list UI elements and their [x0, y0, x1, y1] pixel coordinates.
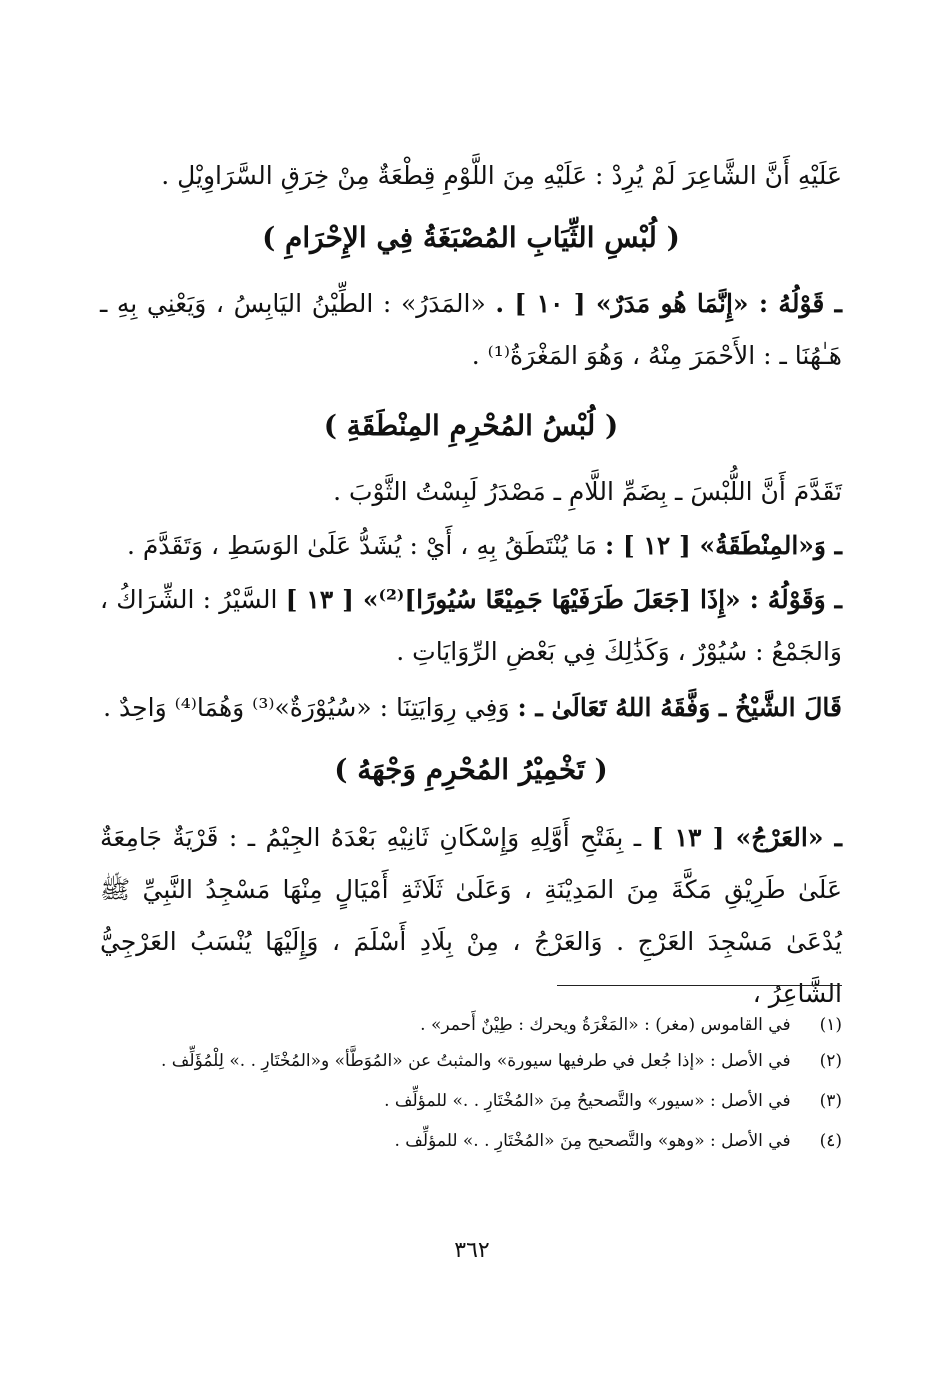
footnote-text: في الأصل : «وهو» والتَّصحيح مِنَ «المُخْتَارِ . .» للمؤلِّف . [394, 1131, 791, 1151]
paragraph-shaykh-text: وَفِي رِوَايَتِنَا : «سُيُوْرَةٌ»⁽³⁾ وَهُمَا⁽⁴⁾ وَاحِدٌ . [103, 693, 518, 722]
paragraph-mintaqa-text: مَا يُنْتَطَقُ بِهِ ، أَيْ : يُشَدُّ عَلَىٰ الوَسَطِ ، وَتَقَدَّمَ . [126, 531, 605, 560]
paragraph-libs-text: تَقَدَّمَ أَنَّ اللُّبْسَ ـ بِضَمِّ اللَّامِ ـ مَصْدَرُ لَبِسْتُ الثَّوْبَ . [333, 477, 842, 506]
paragraph-suyur [100, 574, 842, 678]
section-heading-dyed-clothes: ( لُبْسِ الثِّيَابِ المُصْبَغَةُ فِي الإِحْرَامِ ) [262, 221, 680, 254]
footnote-text: في القاموس (مغر) : «المَغْرَةُ ويحرك : طِيْنٌ أَحمر» . [420, 1015, 791, 1035]
paragraph-shaykh [100, 682, 842, 734]
section-heading-takhmir: ( تَخْمِيْرُ المُحْرِمِ وَجْهَهُ ) [334, 753, 608, 786]
paragraph-mintaqa-lead: ـ وَ«المِنْطَقَةُ» [ ١٢ ] : [604, 531, 842, 560]
footnote-number: (٢) [819, 1051, 842, 1071]
footnote-number: (١) [819, 1015, 842, 1035]
section-heading-mintaqa: ( لُبْسُ المُحْرِمِ المِنْطَقَةِ ) [323, 409, 619, 442]
paragraph-arj-text: ـ بِفَتْحِ أَوَّلِهِ وَإِسْكَانِ ثَانِيْهِ بَعْدَهُ الجِيْمُ ـ : قَرْيَةٌ جَامِعَةٌ عَلَىٰ طَرِيْقِ مَكَّةَ مِنَ المَدِيْنَةِ ، وَعَلَىٰ ثَلَاثَةِ أَمْيَالٍ مِنْهَا مَسْجِدُ النَّبِيِّ ﷺ يُدْعَىٰ مَسْجِدَ العَرْجِ . وَالعَرْجُ ، مِنْ بِلَادِ أَسْلَمَ ، وَإِلَيْهَا يُنْسَبُ العَرْجِيُّ الشَّاعِرُ ، [100, 823, 842, 1008]
footnote-number: (٣) [819, 1091, 842, 1111]
paragraph-madar [100, 278, 842, 382]
continuation-text: عَلَيْهِ أَنَّ الشَّاعِرَ لَمْ يُرِدْ : عَلَيْهِ مِنَ اللَّوْمِ قِطْعَةٌ مِنْ خِرَقِ السَّرَاوِيْلِ . [161, 161, 842, 190]
page-number: ٣٦٢ [454, 1238, 490, 1263]
footnote-1 [100, 1008, 842, 1042]
paragraph-arj-lead: ـ «العَرْجُ» [ ١٣ ] [651, 823, 842, 852]
footnote-separator [557, 985, 842, 986]
paragraph-shaykh-lead: قَالَ الشَّيْخُ ـ وَفَّقَهُ اللهُ تَعَالَىٰ ـ : [517, 693, 842, 722]
body-line-continuation [100, 150, 842, 202]
footnote-text: في الأصل : «سيور» والتَّصحيحُ مِنَ «المُخْتَارِ . .» للمؤلِّف . [384, 1091, 791, 1111]
paragraph-suyur-text: السَّيْرُ : الشِّرَاكُ ، وَالجَمْعُ : سُيُوْرٌ ، وَكَذَٰلِكَ فِي بَعْضِ الرِّوَايَاتِ . [100, 585, 842, 666]
paragraph-arj [100, 812, 842, 1020]
paragraph-madar-text: «المَدَرُ» : الطِّيْنُ اليَابِسُ ، وَيَعْنِي بِهِ ـ هَـٰهُنَا ـ : الأَحْمَرَ مِنْهُ ، وَهُوَ المَغْرَةُ⁽¹⁾ . [100, 289, 842, 370]
footnote-2 [100, 1044, 842, 1078]
paragraph-mintaqa [100, 520, 842, 572]
paragraph-madar-lead: ـ قَوْلُهُ : «إِنَّمَا هُو مَدَرٌ» [ ١٠ ] . [495, 289, 842, 318]
paragraph-suyur-lead: ـ وَقَوْلُهُ : «إِذَا [جَعَلَ طَرَفَيْهَا جَمِيْعًا سُيُورًا]⁽²⁾» [ ١٣ ] [285, 585, 842, 614]
footnote-number: (٤) [819, 1131, 842, 1151]
footnote-4 [100, 1124, 842, 1158]
paragraph-libs [100, 466, 842, 518]
footnote-3 [100, 1084, 842, 1118]
footnote-text: في الأصل : «إذا جُعل في طرفيها سيورة» والمثبتُ عن «المُوَطَّأ» و«المُخْتَارِ . .» لِلْمُؤَلِّف . [160, 1051, 791, 1071]
